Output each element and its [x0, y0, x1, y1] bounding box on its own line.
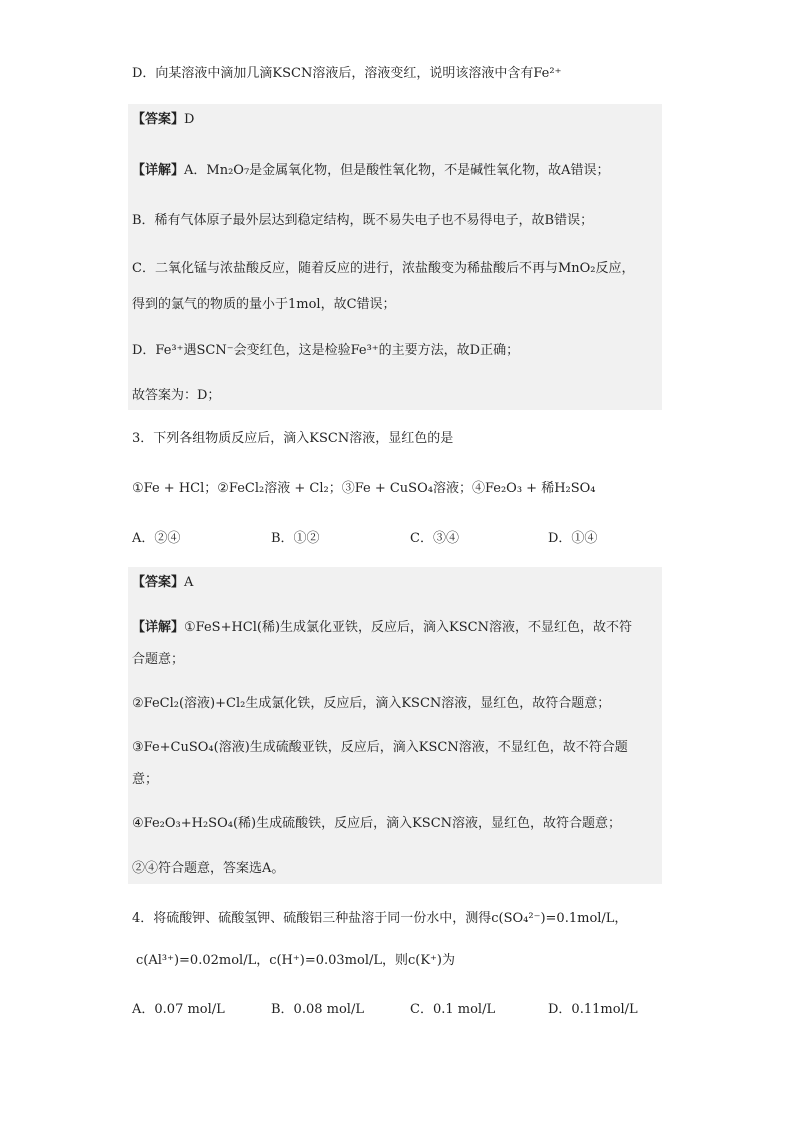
answer-label: 【答案】 — [132, 112, 185, 127]
q4-stem-1: 4．将硫酸钾、硫酸氢钾、硫酸铝三种盐溶于同一份水中，测得c(SO₄²⁻)=0.1mol/L， — [132, 911, 628, 926]
q4-option-c: C．0.1 mol/L — [410, 1002, 496, 1017]
detail-text: A．Mn₂O₇是金属氧化物，但是酸性氧化物，不是碱性氧化物，故A错误； — [184, 163, 610, 178]
q3-detail-4: ④Fe₂O₃+H₂SO₄(稀)生成硫酸铁，反应后，滴入KSCN溶液，显红色，故符合题意； — [132, 816, 622, 831]
detail-text: ①FeS+HCl(稀)生成氯化亚铁，反应后，滴入KSCN溶液，不显红色，故不符 — [184, 620, 632, 635]
q3-stem: 3．下列各组物质反应后，滴入KSCN溶液，显红色的是 — [132, 431, 454, 446]
q3-answer — [132, 574, 193, 592]
q3-items: ①Fe + HCl；②FeCl₂溶液 + Cl₂；③Fe + CuSO₄溶液；④Fe₂O₃ + 稀H₂SO₄ — [132, 481, 596, 496]
q2-detail-d: D．Fe³⁺遇SCN⁻会变红色，这是检验Fe³⁺的主要方法，故D正确； — [132, 343, 520, 358]
detail-label: 【详解】 — [132, 620, 185, 635]
q2-detail-c2: 得到的氯气的物质的量小于1mol，故C错误； — [132, 297, 396, 312]
q2-detail-a — [132, 162, 610, 180]
answer-block-q2 — [128, 104, 662, 410]
q3-detail-2: ②FeCl₂(溶液)+Cl₂生成氯化铁，反应后，滴入KSCN溶液，显红色，故符合题意； — [132, 696, 611, 711]
q2-conclusion: 故答案为：D； — [132, 388, 221, 403]
q4-option-d: D．0.11mol/L — [548, 1002, 638, 1017]
answer-value: D — [184, 112, 195, 127]
answer-label: 【答案】 — [132, 575, 185, 590]
q3-detail-1a — [132, 619, 632, 637]
q4-option-a: A．0.07 mol/L — [132, 1002, 225, 1017]
q3-detail-3b: 意； — [132, 772, 159, 787]
q2-answer — [132, 111, 194, 129]
q3-option-d: D．①④ — [548, 531, 598, 546]
q2-detail-b: B．稀有气体原子最外层达到稳定结构，既不易失电子也不易得电子，故B错误； — [132, 213, 594, 228]
q4-option-b: B．0.08 mol/L — [271, 1002, 364, 1017]
q3-detail-3a: ③Fe+CuSO₄(溶液)生成硫酸亚铁，反应后，滴入KSCN溶液，不显红色，故不符合题 — [132, 740, 628, 755]
q3-option-c: C．③④ — [410, 531, 459, 546]
answer-block-q3 — [128, 567, 662, 884]
q3-option-b: B．①② — [271, 531, 320, 546]
q4-stem-2: c(Al³⁺)=0.02mol/L，c(H⁺)=0.03mol/L，则c(K⁺)为 — [136, 953, 455, 968]
detail-label: 【详解】 — [132, 163, 185, 178]
answer-value: A — [184, 575, 194, 590]
q3-conclusion: ②④符合题意，答案选A。 — [132, 861, 285, 876]
q2-option-d: D．向某溶液中滴加几滴KSCN溶液后，溶液变红，说明该溶液中含有Fe²⁺ — [132, 66, 562, 81]
q3-option-a: A．②④ — [132, 531, 181, 546]
q2-detail-c1: C．二氧化锰与浓盐酸反应，随着反应的进行，浓盐酸变为稀盐酸后不再与MnO₂反应， — [132, 261, 635, 276]
q3-detail-1b: 合题意； — [132, 652, 185, 667]
